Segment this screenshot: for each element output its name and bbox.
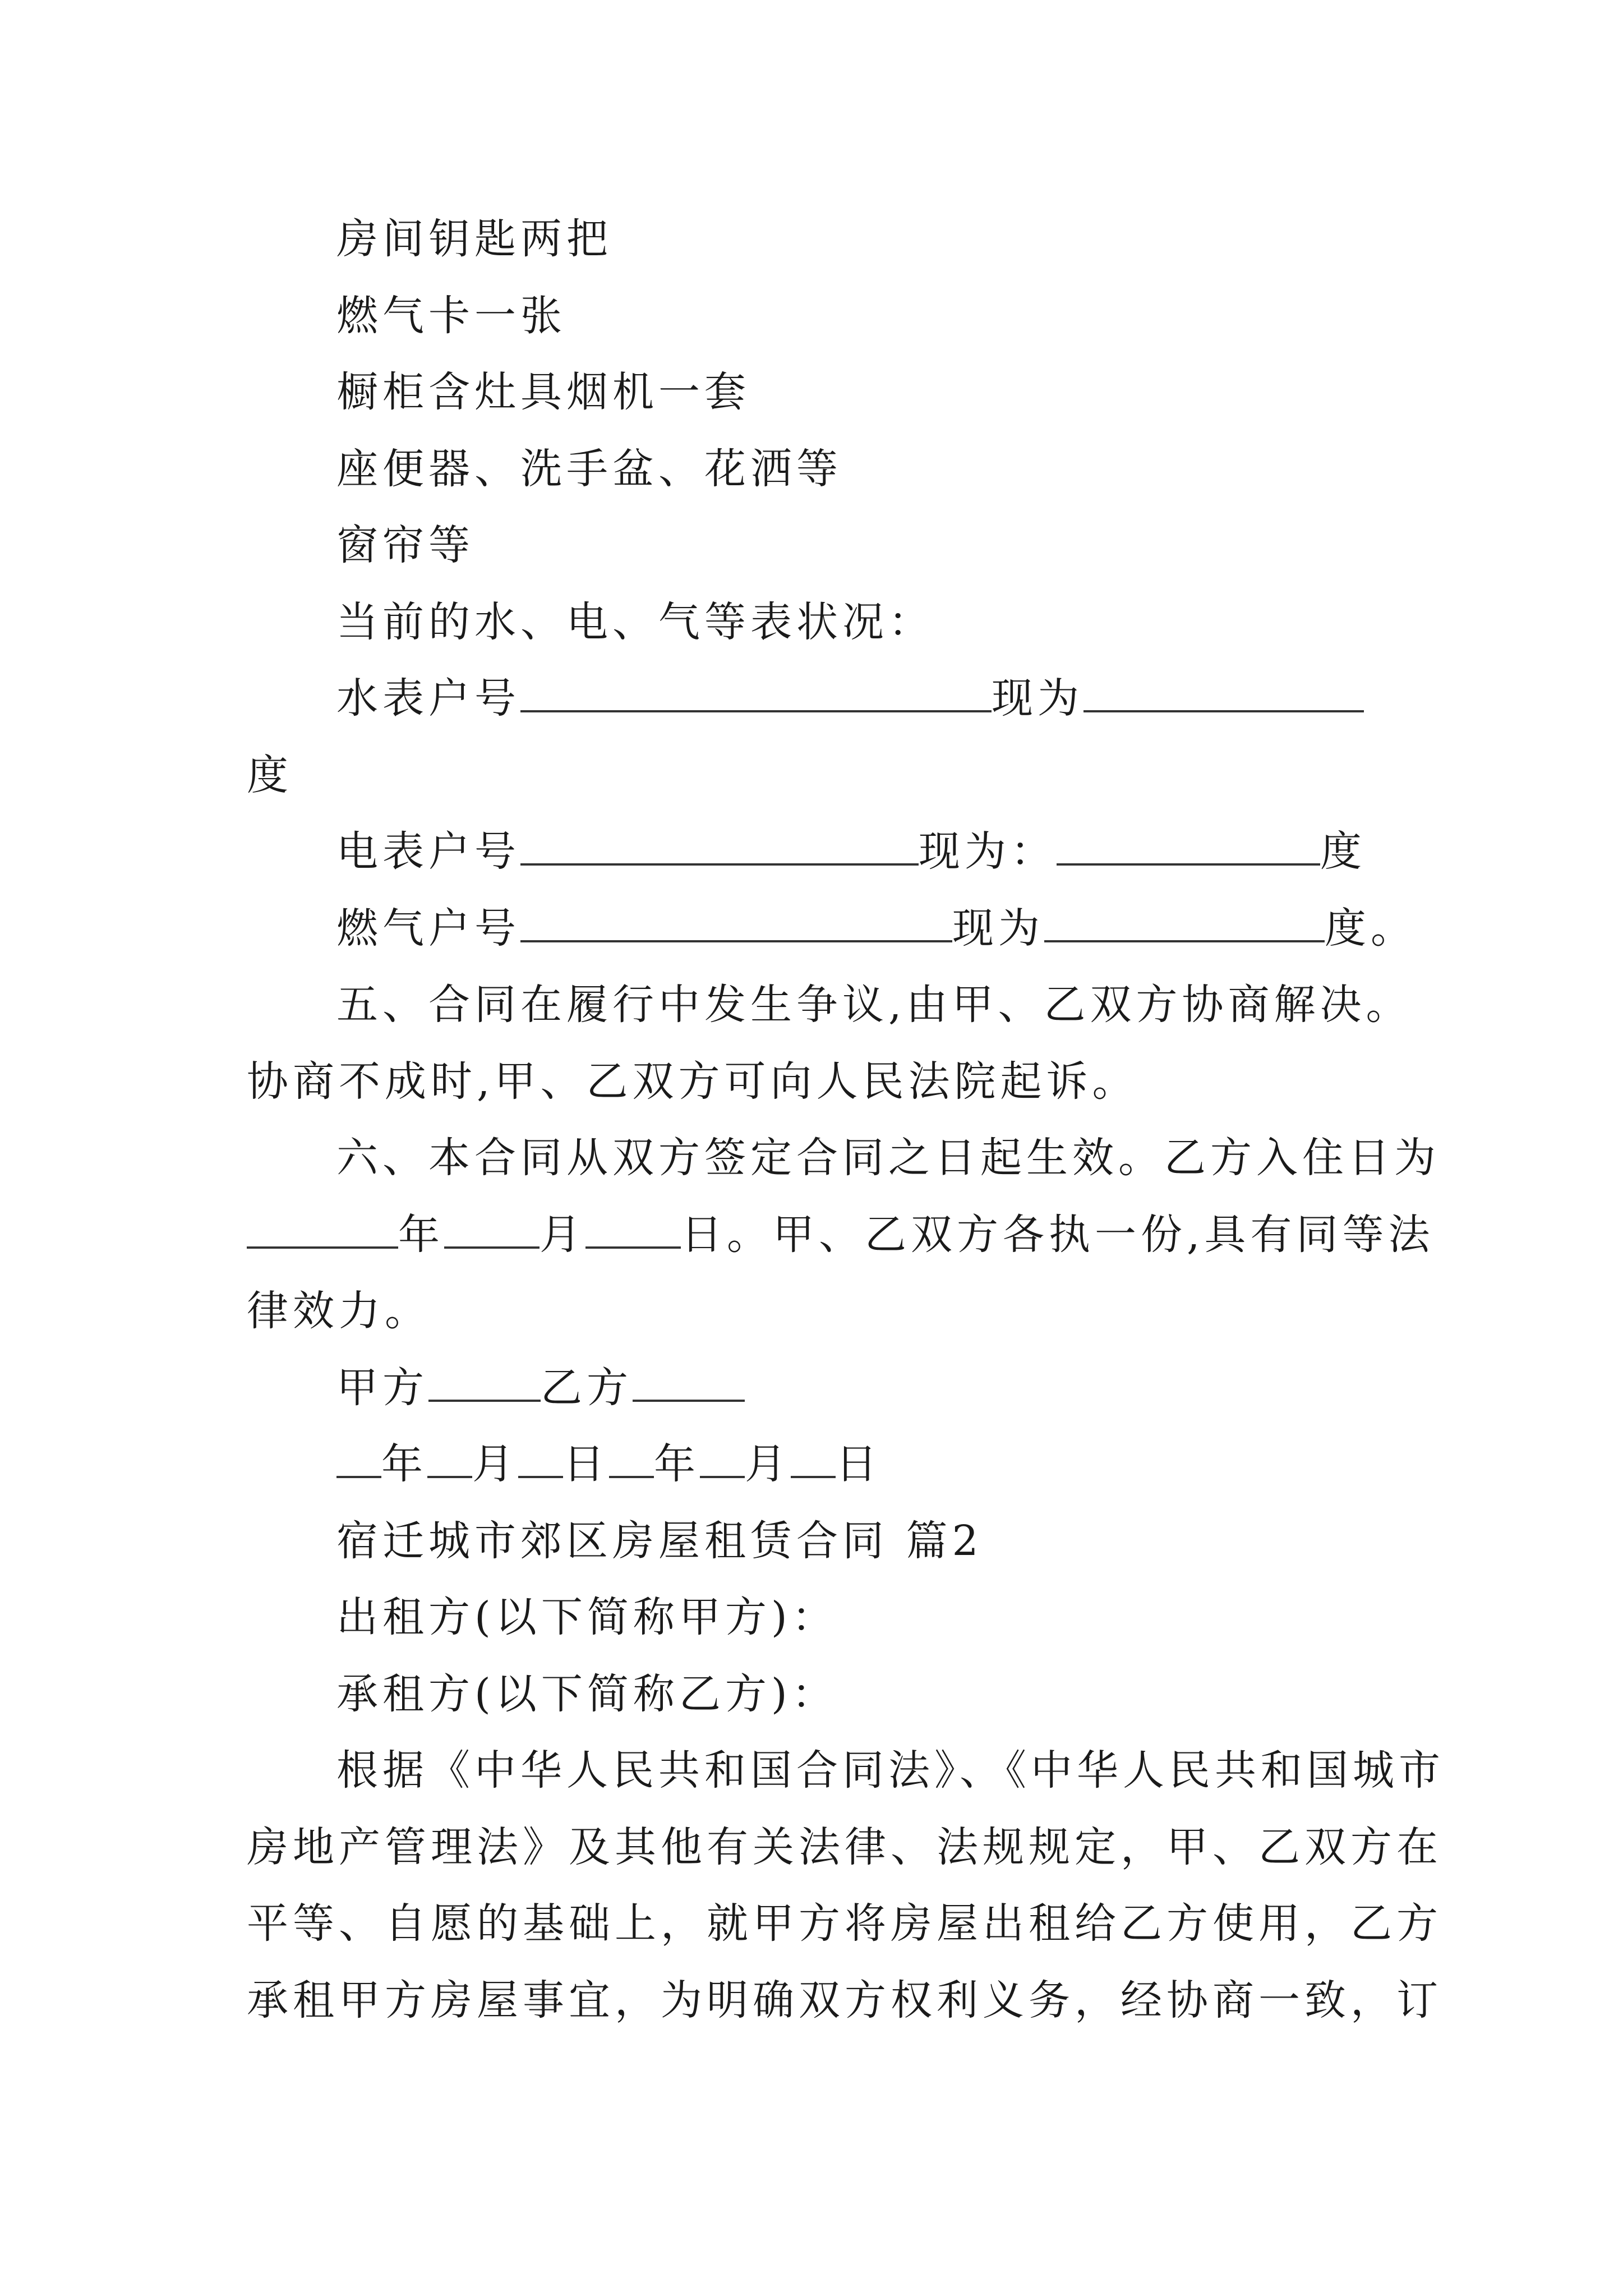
- day-rest-text: 日。甲、乙双方各执一份,具有同等法: [681, 1211, 1435, 1259]
- a-day-blank: [518, 1442, 563, 1478]
- a-year-blank: [336, 1442, 381, 1478]
- clause6-line3: 律效力。: [247, 1287, 431, 1335]
- b-month-label: 月: [745, 1440, 791, 1488]
- elec-now-label: 现为：: [919, 827, 1057, 876]
- clause5-line2: 协商不成时,甲、乙双方可向人民法院起诉。: [247, 1057, 1138, 1106]
- year-label: 年: [398, 1211, 444, 1259]
- b-day-label: 日: [836, 1440, 882, 1488]
- text-line: 座便器、洗手盆、花洒等: [336, 445, 842, 493]
- water-unit-line: 度: [247, 751, 293, 799]
- gas-reading-blank: [1044, 907, 1325, 942]
- month-blank: [444, 1213, 540, 1249]
- elec-account-blank: [520, 830, 919, 866]
- text-line: 燃气卡一张: [336, 292, 566, 340]
- text-line: 房间钥匙两把: [336, 215, 612, 263]
- clause6-line2: [247, 1208, 1435, 1262]
- a-day-label: 日: [563, 1440, 609, 1488]
- b-year-blank: [609, 1442, 654, 1478]
- gas-unit: 度。: [1325, 904, 1417, 953]
- gas-now-label: 现为: [952, 904, 1044, 953]
- b-month-blank: [700, 1442, 745, 1478]
- gas-meter-line: [336, 901, 1417, 955]
- party-b-blank: [633, 1366, 745, 1402]
- b-year-label: 年: [654, 1440, 700, 1488]
- gas-meter-label: 燃气户号: [336, 904, 520, 953]
- clause6-line1: 六、本合同从双方签定合同之日起生效。乙方入住日为: [336, 1134, 1440, 1182]
- water-now-label: 现为: [992, 674, 1083, 723]
- party-a-label: 甲方: [336, 1364, 428, 1412]
- b-day-blank: [791, 1442, 836, 1478]
- water-account-blank: [520, 677, 992, 712]
- clause5-line1: 五、合同在履行中发生争议,由甲、乙双方协商解决。: [336, 981, 1412, 1029]
- text-line: 窗帘等: [336, 521, 474, 569]
- a-month-blank: [427, 1442, 472, 1478]
- elec-meter-line: [336, 825, 1366, 878]
- signature-line: [336, 1361, 745, 1415]
- paragraph-line: 根据《中华人民共和国合同法》、《中华人民共和国城市: [336, 1746, 1445, 1795]
- year-blank: [247, 1213, 398, 1249]
- water-reading-blank: [1083, 677, 1364, 712]
- party-b-label: 乙方: [541, 1364, 633, 1412]
- paragraph-line: 承租甲方房屋事宜，为明确双方权利义务，经协商一致，订: [247, 1976, 1442, 2024]
- lessee-line: 承租方(以下简称乙方)：: [336, 1670, 838, 1718]
- elec-meter-label: 电表户号: [336, 827, 520, 876]
- elec-unit: 度: [1320, 827, 1366, 876]
- party-a-blank: [428, 1366, 541, 1402]
- paragraph-line: 房地产管理法》及其他有关法律、法规规定，甲、乙双方在: [247, 1823, 1442, 1871]
- signature-date-line: [336, 1437, 882, 1491]
- a-month-label: 月: [472, 1440, 518, 1488]
- water-meter-line: [336, 671, 1364, 725]
- text-line: 橱柜含灶具烟机一套: [336, 368, 750, 416]
- lessor-line: 出租方(以下简称甲方)：: [336, 1593, 838, 1641]
- text-line: 当前的水、电、气等表状况：: [336, 598, 934, 646]
- paragraph-line: 平等、自愿的基础上，就甲方将房屋出租给乙方使用，乙方: [247, 1899, 1442, 1948]
- section2-title: 宿迁城市郊区房屋租赁合同 篇2: [336, 1517, 983, 1565]
- a-year-label: 年: [381, 1440, 427, 1488]
- gas-account-blank: [520, 907, 952, 942]
- day-blank: [585, 1213, 681, 1249]
- month-label: 月: [540, 1211, 585, 1259]
- elec-reading-blank: [1057, 830, 1320, 866]
- water-meter-label: 水表户号: [336, 674, 520, 723]
